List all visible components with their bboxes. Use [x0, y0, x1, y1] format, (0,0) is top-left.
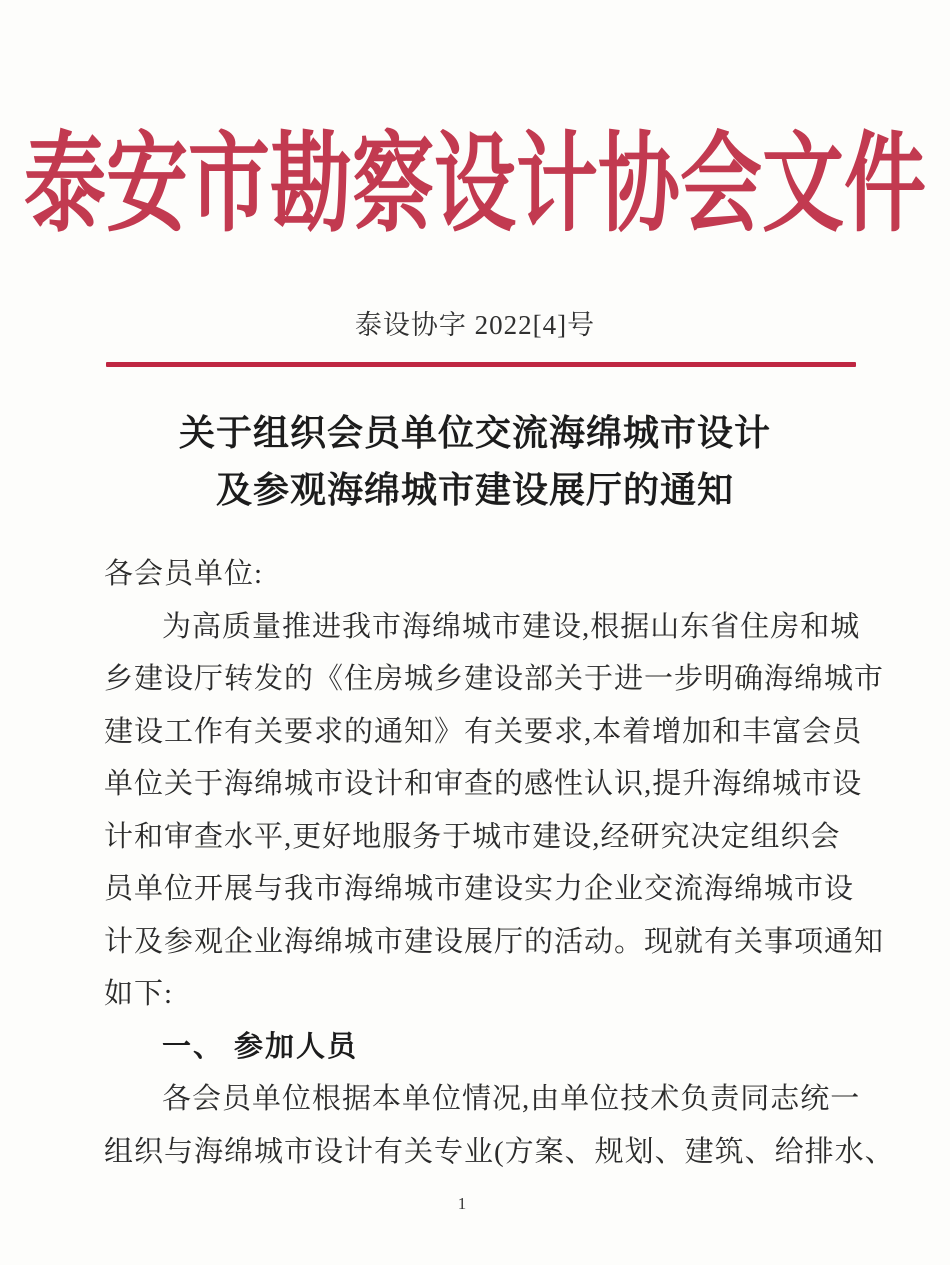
- masthead: [0, 96, 950, 254]
- body-line: 为高质量推进我市海绵城市建设,根据山东省住房和城: [162, 610, 861, 643]
- body-line: 计及参观企业海绵城市建设展厅的活动。现就有关事项通知: [104, 925, 885, 958]
- document-title-line2: 及参观海绵城市建设展厅的通知: [215, 469, 734, 510]
- body-line: 计和审查水平,更好地服务于城市建设,经研究决定组织会: [104, 820, 841, 853]
- page-number: 1: [457, 1194, 467, 1213]
- body-line: 如下:: [104, 978, 174, 1010]
- body-line: 员单位开展与我市海绵城市建设实力企业交流海绵城市设: [104, 873, 855, 905]
- body-line: 乡建设厅转发的《住房城乡建设部关于进一步明确海绵城市: [104, 663, 885, 695]
- body-text: [104, 548, 895, 1178]
- body-line: 建设工作有关要求的通知》有关要求,本着增加和丰富会员: [104, 715, 863, 748]
- body-line: 各会员单位根据本单位情况,由单位技术负责同志统一: [162, 1083, 861, 1115]
- document-title-line1: 关于组织会员单位交流海绵城市设计: [178, 412, 771, 453]
- body-line: 单位关于海绵城市设计和审查的感性认识,提升海绵城市设: [104, 768, 863, 800]
- body-line: 各会员单位:: [104, 558, 264, 590]
- document-title: [0, 404, 950, 518]
- document-number: 泰设协字 2022[4]号: [354, 310, 596, 340]
- section-heading: 一、 参加人员: [162, 1030, 359, 1063]
- masthead-title: 泰安市勘察设计协会文件: [23, 124, 926, 245]
- body-line: 组织与海绵城市设计有关专业(方案、规划、建筑、给排水、: [104, 1135, 895, 1168]
- red-rule-divider: [106, 362, 856, 367]
